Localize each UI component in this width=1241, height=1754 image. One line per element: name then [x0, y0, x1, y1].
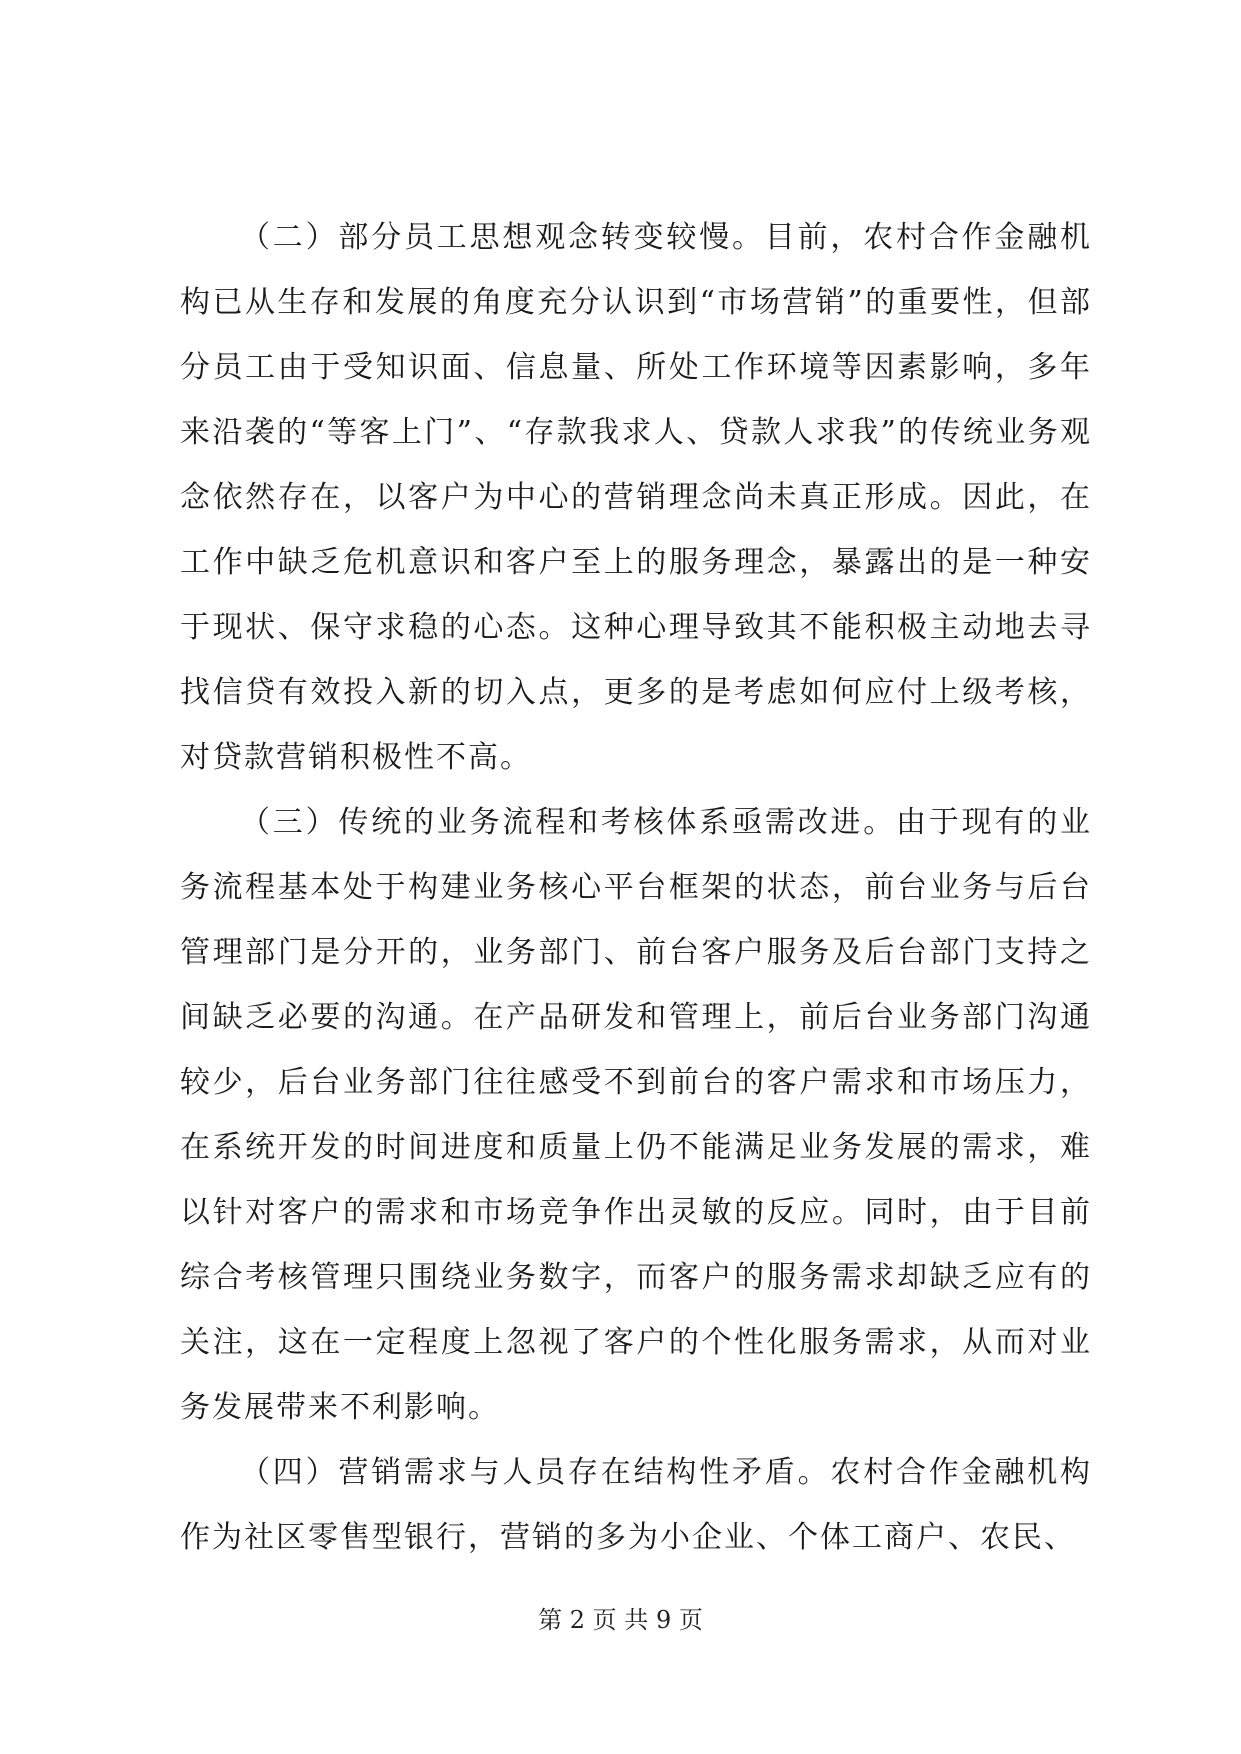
paragraph-2: （二）部分员工思想观念转变较慢。目前，农村合作金融机构已从生存和发展的角度充分认识到“市场营销”的重要性，但部分员工由于受知识面、信息量、所处工作环境等因素影响，多年来沿袭的“等客上门”、“存款我求人、贷款人求我”的传统业务观念依然存在，以客户为中心的营销理念尚未真正形成。因此，在工作中缺乏危机意识和客户至上的服务理念，暴露出的是一种安于现状、保守求稳的心态。这种心理导致其不能积极主动地去寻找信贷有效投入新的切入点，更多的是考虑如何应付上级考核，对贷款营销积极性不高。 [180, 220, 1092, 775]
page-number-footer: 第 2 页 共 9 页 [538, 1606, 703, 1634]
paragraph-4: （四）营销需求与人员存在结构性矛盾。农村合作金融机构作为社区零售型银行，营销的多为小企业、个体工商户、农民、 [180, 1455, 1092, 1555]
document-body [180, 205, 1092, 1570]
paragraph-3: （三）传统的业务流程和考核体系亟需改进。由于现有的业务流程基本处于构建业务核心平台框架的状态，前台业务与后台管理部门是分开的，业务部门、前台客户服务及后台部门支持之间缺乏必要的沟通。在产品研发和管理上，前后台业务部门沟通较少，后台业务部门往往感受不到前台的客户需求和市场压力，在系统开发的时间进度和质量上仍不能满足业务发展的需求，难以针对客户的需求和市场竞争作出灵敏的反应。同时，由于目前综合考核管理只围绕业务数字，而客户的服务需求却缺乏应有的关注，这在一定程度上忽视了客户的个性化服务需求，从而对业务发展带来不利影响。 [180, 805, 1092, 1425]
